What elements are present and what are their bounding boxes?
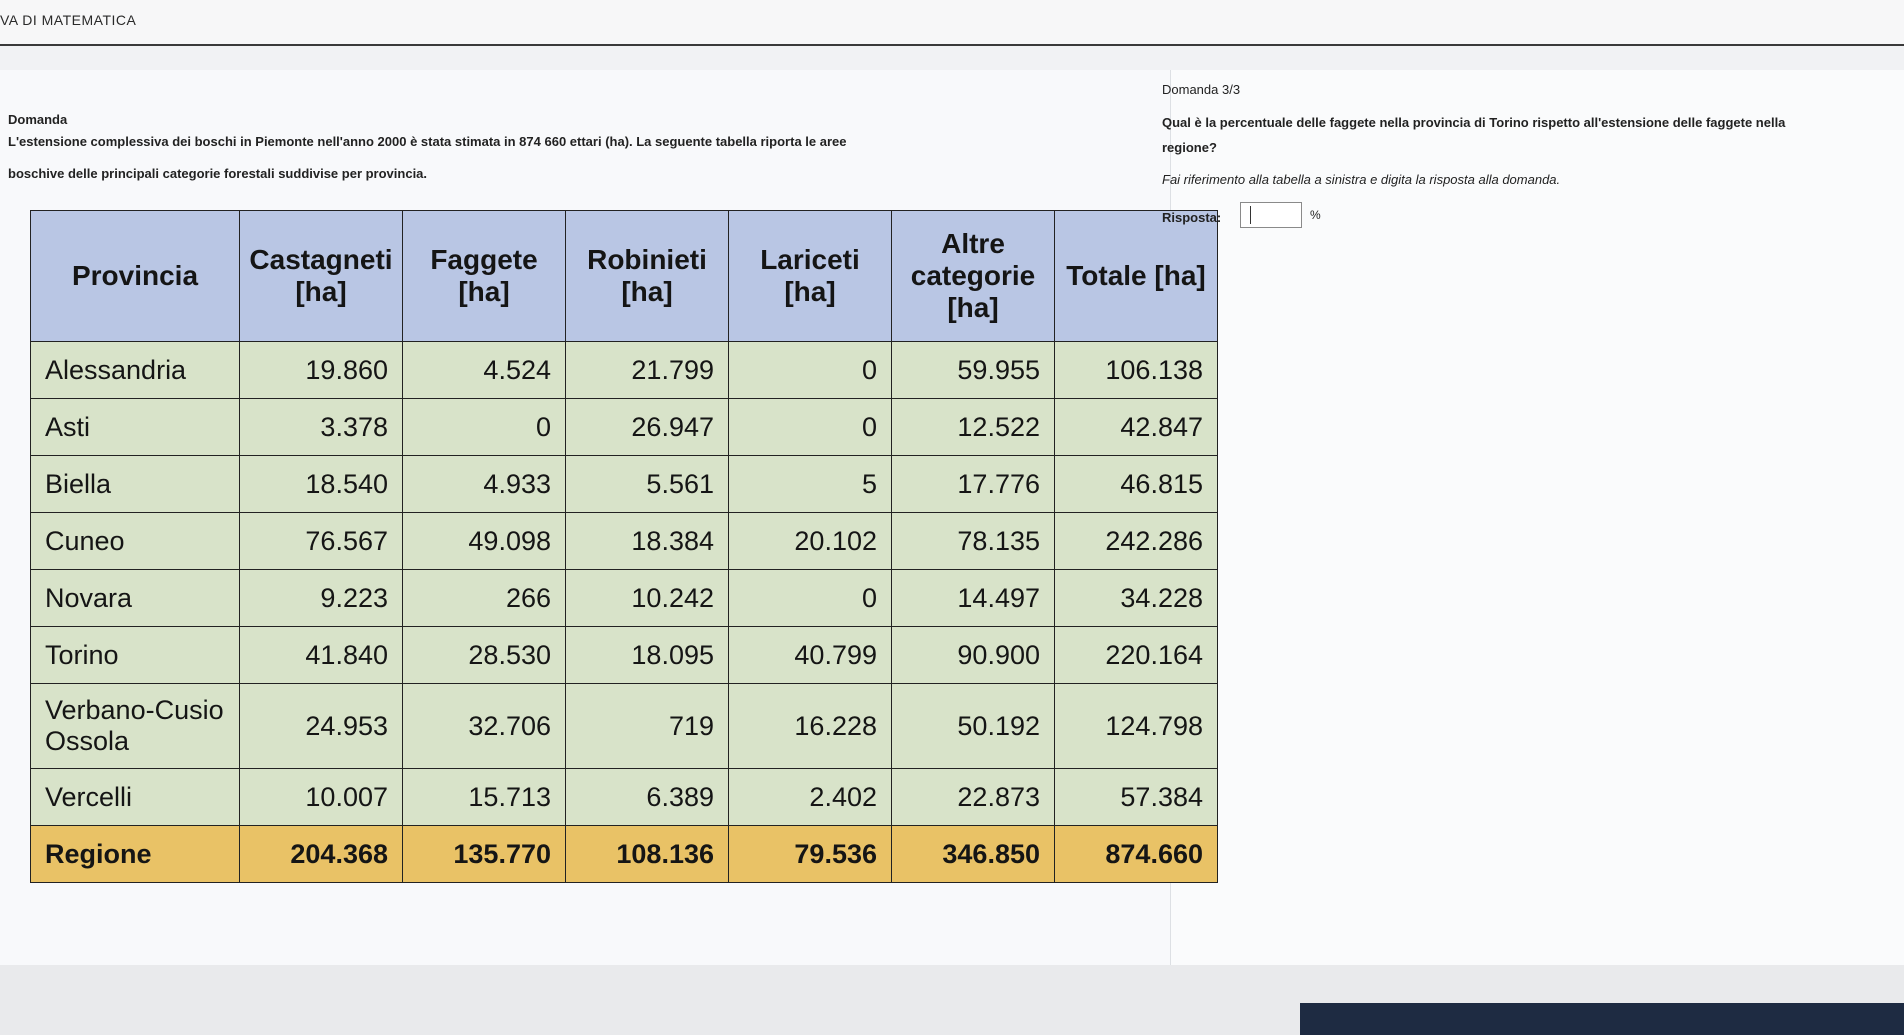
cell-altre-categorie: 78.135 — [892, 513, 1055, 570]
cell-lariceti: 40.799 — [729, 627, 892, 684]
cell-faggete: 32.706 — [403, 684, 566, 769]
cell-provincia: Alessandria — [31, 342, 240, 399]
cell-robinieti: 26.947 — [566, 399, 729, 456]
cell-faggete: 28.530 — [403, 627, 566, 684]
header-altre-categorie: Altre categorie [ha] — [892, 211, 1055, 342]
header-totale: Totale [ha] — [1055, 211, 1218, 342]
domanda-label: Domanda — [8, 112, 68, 127]
cell-castagneti: 24.953 — [240, 684, 403, 769]
table-row — [31, 769, 1218, 826]
cell-lariceti: 16.228 — [729, 684, 892, 769]
cell-robinieti: 21.799 — [566, 342, 729, 399]
cell-lariceti: 0 — [729, 342, 892, 399]
cell-altre-categorie: 90.900 — [892, 627, 1055, 684]
header-castagneti: Castagneti [ha] — [240, 211, 403, 342]
bottom-band — [0, 965, 1904, 1035]
cell-totale: 46.815 — [1055, 456, 1218, 513]
cell-altre-categorie: 22.873 — [892, 769, 1055, 826]
cell-robinieti: 5.561 — [566, 456, 729, 513]
intro-text-line-2: boschive delle principali categorie forestali suddivise per provincia. — [8, 166, 428, 181]
cell-robinieti: 18.384 — [566, 513, 729, 570]
cell-castagneti: 19.860 — [240, 342, 403, 399]
cell-lariceti: 0 — [729, 570, 892, 627]
answer-label: Risposta: — [1162, 210, 1222, 225]
cell-lariceti: 5 — [729, 456, 892, 513]
instruction-text: Fai riferimento alla tabella a sinistra e digita la risposta alla domanda. — [1162, 172, 1561, 187]
cell-robinieti: 6.389 — [566, 769, 729, 826]
cell-totale: 124.798 — [1055, 684, 1218, 769]
cell-faggete: 49.098 — [403, 513, 566, 570]
cell-provincia: Vercelli — [31, 769, 240, 826]
cell-faggete: 0 — [403, 399, 566, 456]
cell-faggete: 4.524 — [403, 342, 566, 399]
cell-lariceti: 0 — [729, 399, 892, 456]
cell-totale: 106.138 — [1055, 342, 1218, 399]
page-title: VA DI MATEMATICA — [0, 12, 137, 28]
question-text-line-2: regione? — [1162, 140, 1217, 155]
table-row — [31, 627, 1218, 684]
header-provincia: Provincia — [31, 211, 240, 342]
cell-lariceti: 79.536 — [729, 826, 892, 883]
cell-robinieti: 10.242 — [566, 570, 729, 627]
cell-provincia: Cuneo — [31, 513, 240, 570]
cell-provincia: Asti — [31, 399, 240, 456]
percent-unit-label: % — [1310, 208, 1321, 222]
table-total-row — [31, 826, 1218, 883]
text-caret — [1250, 206, 1251, 224]
cell-robinieti: 719 — [566, 684, 729, 769]
cell-castagneti: 204.368 — [240, 826, 403, 883]
cell-altre-categorie: 17.776 — [892, 456, 1055, 513]
top-bar — [0, 0, 1904, 46]
cell-provincia: Regione — [31, 826, 240, 883]
cell-faggete: 15.713 — [403, 769, 566, 826]
cell-totale: 42.847 — [1055, 399, 1218, 456]
cell-altre-categorie: 59.955 — [892, 342, 1055, 399]
cell-totale: 34.228 — [1055, 570, 1218, 627]
cell-totale: 57.384 — [1055, 769, 1218, 826]
cell-provincia: Novara — [31, 570, 240, 627]
table-header-row — [31, 211, 1218, 342]
cell-castagneti: 41.840 — [240, 627, 403, 684]
table-row — [31, 513, 1218, 570]
cell-lariceti: 2.402 — [729, 769, 892, 826]
bottom-dark-strip — [1300, 1003, 1904, 1035]
table-row — [31, 456, 1218, 513]
table-row — [31, 342, 1218, 399]
question-number: Domanda 3/3 — [1162, 82, 1241, 97]
table-row — [31, 570, 1218, 627]
header-robinieti: Robinieti [ha] — [566, 211, 729, 342]
header-lariceti: Lariceti [ha] — [729, 211, 892, 342]
cell-totale: 220.164 — [1055, 627, 1218, 684]
cell-faggete: 266 — [403, 570, 566, 627]
cell-provincia: Torino — [31, 627, 240, 684]
cell-faggete: 4.933 — [403, 456, 566, 513]
cell-provincia: Verbano-Cusio Ossola — [31, 684, 240, 769]
cell-altre-categorie: 50.192 — [892, 684, 1055, 769]
cell-altre-categorie: 12.522 — [892, 399, 1055, 456]
cell-totale: 874.660 — [1055, 826, 1218, 883]
cell-castagneti: 10.007 — [240, 769, 403, 826]
cell-castagneti: 9.223 — [240, 570, 403, 627]
cell-totale: 242.286 — [1055, 513, 1218, 570]
intro-text-line-1: L'estensione complessiva dei boschi in Piemonte nell'anno 2000 è stata stimata in 874 660 ettari (ha). La seguente tabella riporta le aree — [8, 134, 847, 149]
cell-robinieti: 18.095 — [566, 627, 729, 684]
cell-castagneti: 3.378 — [240, 399, 403, 456]
cell-lariceti: 20.102 — [729, 513, 892, 570]
cell-castagneti: 76.567 — [240, 513, 403, 570]
cell-altre-categorie: 14.497 — [892, 570, 1055, 627]
cell-faggete: 135.770 — [403, 826, 566, 883]
question-text-line-1: Qual è la percentuale delle faggete nella provincia di Torino rispetto all'estensione delle faggete nella — [1162, 115, 1786, 130]
cell-castagneti: 18.540 — [240, 456, 403, 513]
cell-provincia: Biella — [31, 456, 240, 513]
cell-robinieti: 108.136 — [566, 826, 729, 883]
table-row — [31, 684, 1218, 769]
forest-area-table — [30, 210, 1218, 883]
table-row — [31, 399, 1218, 456]
cell-altre-categorie: 346.850 — [892, 826, 1055, 883]
header-faggete: Faggete [ha] — [403, 211, 566, 342]
